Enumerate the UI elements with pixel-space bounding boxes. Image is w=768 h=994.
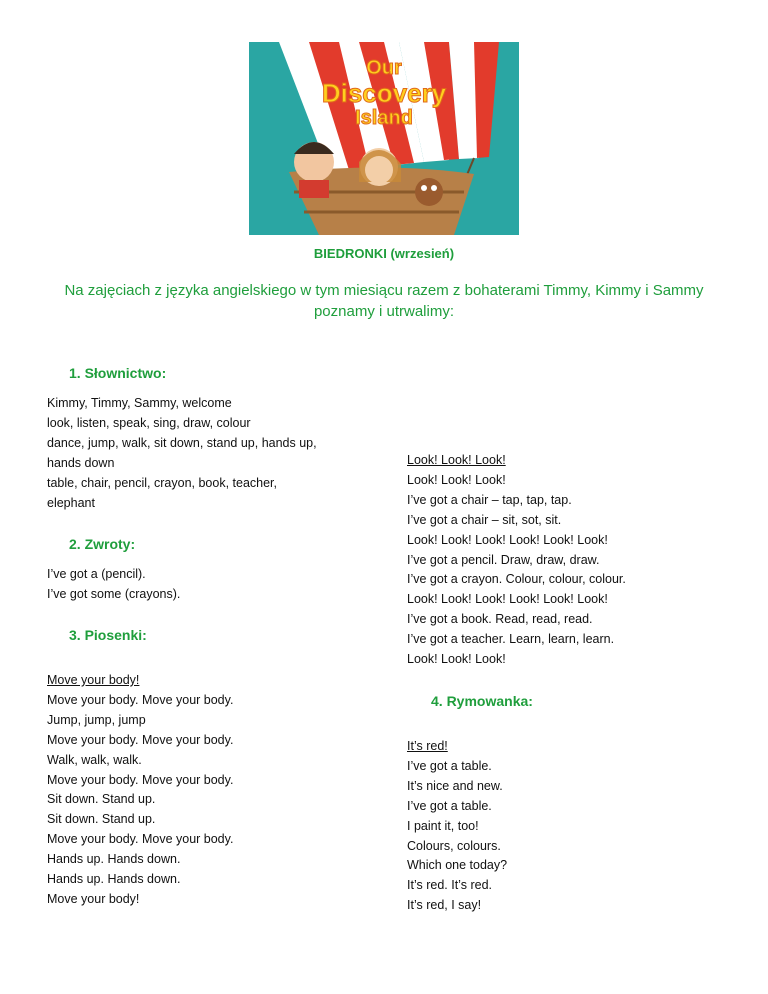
list-item: Move your body. Move your body. [47,692,234,707]
song-title: Move your body! [47,673,140,687]
book-cover-image [249,42,519,235]
songs-heading: 3. Piosenki: [69,627,147,643]
list-item: Which one today? [407,858,508,873]
list-item: Look! Look! Look! [407,472,506,487]
list-item: Look! Look! Look! Look! Look! Look! [407,532,608,547]
list-item: dance, jump, walk, sit down, stand up, hands up, [47,435,317,450]
rhyme-title: It’s red! [407,739,448,753]
list-item: It’s nice and new. [407,778,503,793]
list-item: Look! Look! Look! Look! Look! Look! [407,592,608,607]
list-item: Hands up. Hands down. [47,872,181,887]
list-item: I’ve got a chair – sit, sot, sit. [407,512,562,527]
phrases-list [47,565,180,605]
list-item: elephant [47,495,95,510]
rhyme-its-red [407,737,507,916]
phrases-heading: 2. Zwroty: [69,536,136,552]
list-item: Kimmy, Timmy, Sammy, welcome [47,396,232,410]
list-item: Sit down. Stand up. [47,812,156,827]
list-item: Move your body! [47,891,140,906]
list-item: Sit down. Stand up. [47,792,156,807]
list-item: I’ve got a (pencil). [47,567,146,581]
list-item: Move your body. Move your body. [47,832,234,847]
rhyme-heading: 4. Rymowanka: [431,693,533,709]
list-item: I’ve got a teacher. Learn, learn, learn. [407,632,615,647]
list-item: hands down [47,455,115,470]
song-look-look-look [407,451,626,670]
list-item: Hands up. Hands down. [47,852,181,867]
list-item: I paint it, too! [407,818,479,833]
list-item: Colours, colours. [407,838,501,853]
page-title: BIEDRONKI (wrzesień) [313,246,455,261]
logo-text-island: Island [355,107,413,129]
list-item: Move your body. Move your body. [47,772,234,787]
intro-paragraph: Na zajęciach z języka angielskiego w tym miesiącu razem z bohaterami Timmy, Kimmy i Sammy poznamy i utrwalimy: [64,282,704,320]
hot-air-balloon-illustration [249,42,519,235]
vocab-heading: 1. Słownictwo: [69,365,167,381]
list-item: Look! Look! Look! [407,652,506,667]
song-move-your-body [47,671,233,910]
list-item: table, chair, pencil, crayon, book, teacher, [47,475,277,490]
list-item: I’ve got a book. Read, read, read. [407,612,593,627]
list-item: I’ve got a table. [407,758,492,773]
logo-text-our: Our [366,57,402,79]
list-item: I’ve got a chair – tap, tap, tap. [407,492,572,507]
list-item: I’ve got a crayon. Colour, colour, colour. [407,572,626,587]
song-title: Look! Look! Look! [407,453,506,467]
list-item: look, listen, speak, sing, draw, colour [47,415,251,430]
list-item: I’ve got some (crayons). [47,586,181,601]
list-item: Jump, jump, jump [47,712,146,727]
list-item: It’s red. It’s red. [407,878,492,893]
logo-text-discovery: Discovery [321,78,447,108]
vocab-list [47,394,317,513]
list-item: Move your body. Move your body. [47,732,234,747]
list-item: It’s red, I say! [407,898,482,913]
list-item: I’ve got a table. [407,798,492,813]
list-item: I’ve got a pencil. Draw, draw, draw. [407,552,600,567]
list-item: Walk, walk, walk. [47,752,142,767]
